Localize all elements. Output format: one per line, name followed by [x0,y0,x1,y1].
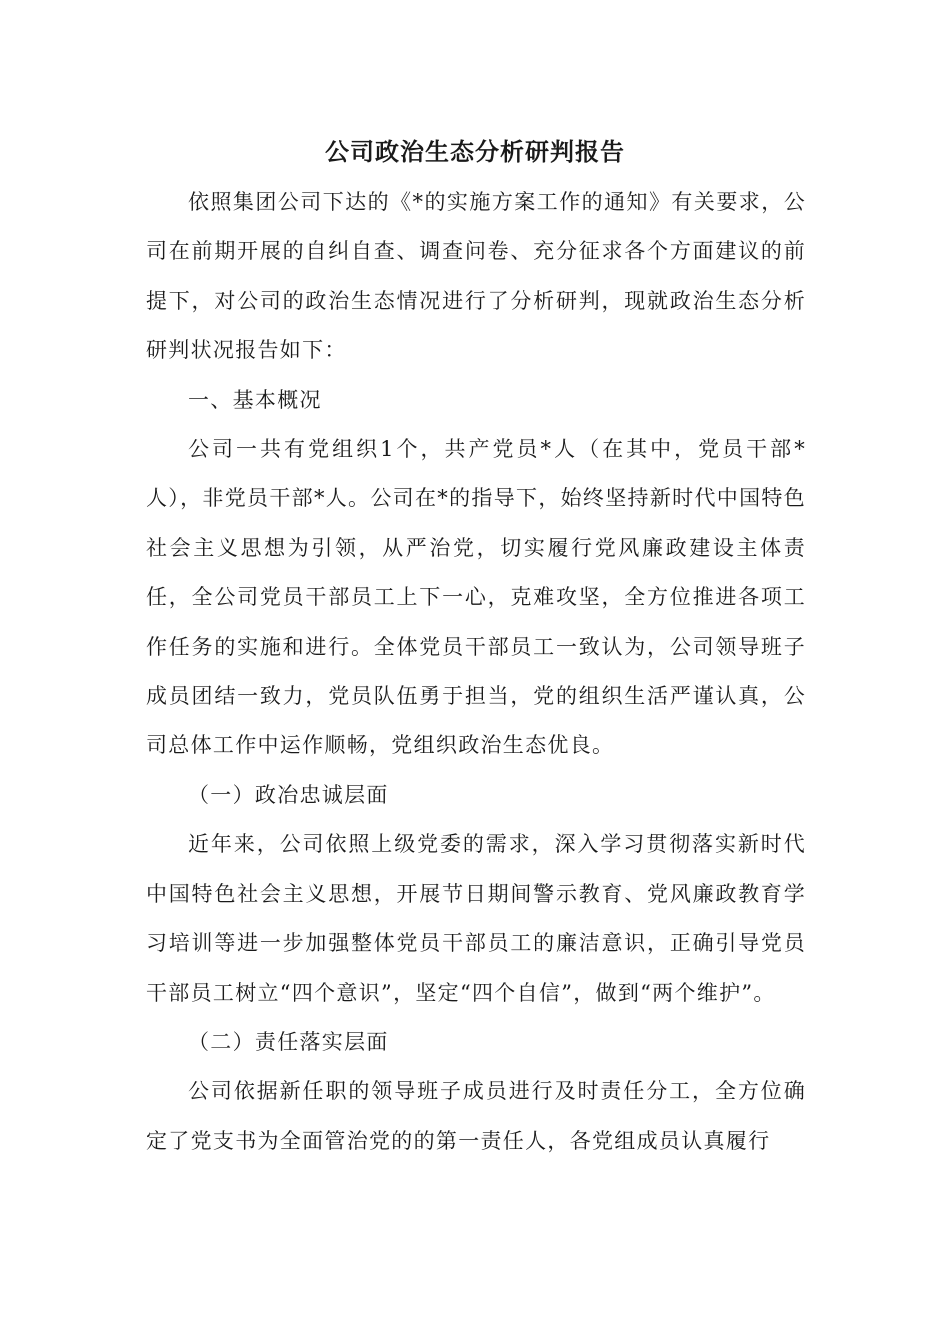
document-title: 公司政治生态分析研判报告 [325,137,625,166]
subsection-heading-political-loyalty: （一）政冶忠诚层面 [188,782,389,807]
responsibility-paragraph: 公司依据新任职的领导班子成员进行及时责任分工，全方位确定了党支书为全面管治党的的第一责任人，各党组成员认真履行 [146,1079,806,1153]
basic-overview-paragraph: 公司一共有党组织1个，共产党员*人（在其中，党员干部*人），非党员干部*人。公司在*的指导下，始终坚持新时代中国特色社会主义思想为引领，从严治党，切实履行党风廉政建设主体责任，全公司党员干部员工上下一心，克难攻坚，全方位推进各项工作任务的实施和进行。全体党员干部员工一致认为，公司领导班子成员团结一致力，党员队伍勇于担当，党的组织生活严谨认真，公司总体工作中运作顺畅，党组织政治生态优良。 [146,437,806,758]
section-heading-basic-overview: 一、基本概况 [188,387,322,412]
political-loyalty-paragraph: 近年来，公司依照上级党委的需求，深入学习贯彻落实新时代中国特色社会主义思想，开展节日期间警示教育、党风廉政教育学习培训等进一步加强整体党员干部员工的廉洁意识，正确引导党员干部员工树立“四个意识”，坚定“四个自信”，做到“两个维护”。 [146,832,806,1005]
subsection-heading-responsibility: （二）责任落实层面 [188,1029,389,1054]
document-body [146,178,806,1166]
intro-paragraph: 依照集团公司下达的《*的实施方案工作的通知》有关要求，公司在前期开展的自纠自查、调查问卷、充分征求各个方面建议的前提下，对公司的政治生态情况进行了分析研判，现就政治生态分析研判状况报告如下： [146,190,806,363]
